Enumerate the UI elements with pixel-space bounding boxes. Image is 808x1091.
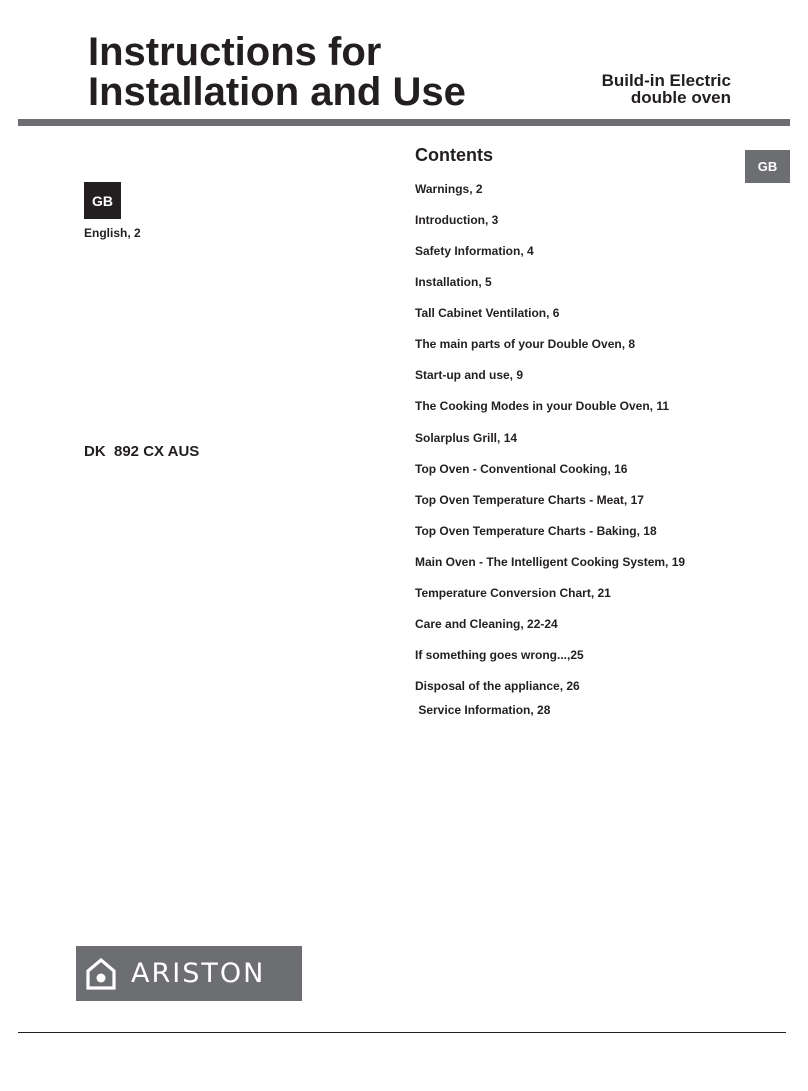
footer-divider	[18, 1032, 786, 1033]
toc-item-service-information[interactable]: Service Information, 28	[415, 703, 551, 717]
title-line-2: Installation and Use	[88, 70, 466, 114]
toc-item-intelligent-cooking[interactable]: Main Oven - The Intelligent Cooking System, 19	[415, 555, 686, 569]
document-title	[88, 32, 466, 112]
model-number: DK 892 CX AUS	[84, 443, 200, 460]
toc-item-warnings[interactable]: Warnings, 2	[415, 182, 483, 196]
header-divider	[18, 119, 790, 126]
toc-item-care-and-cleaning[interactable]: Care and Cleaning, 22-24	[415, 617, 558, 631]
product-subtitle	[602, 72, 731, 106]
toc-item-cooking-modes[interactable]: The Cooking Modes in your Double Oven, 11	[415, 399, 670, 413]
toc-item-installation[interactable]: Installation, 5	[415, 275, 492, 289]
toc-item-solarplus-grill[interactable]: Solarplus Grill, 14	[415, 431, 518, 445]
toc-item-conventional-cooking[interactable]: Top Oven - Conventional Cooking, 16	[415, 462, 628, 476]
toc-item-introduction[interactable]: Introduction, 3	[415, 213, 499, 227]
language-tab: GB	[745, 150, 790, 183]
title-line-1: Instructions for	[88, 30, 382, 74]
toc-item-start-up-and-use[interactable]: Start-up and use, 9	[415, 368, 524, 382]
house-icon	[86, 958, 116, 990]
toc-item-main-parts[interactable]: The main parts of your Double Oven, 8	[415, 337, 636, 351]
subtitle-line-2: double oven	[630, 88, 731, 107]
toc-item-safety-information[interactable]: Safety Information, 4	[415, 244, 534, 258]
toc-item-tall-cabinet-ventilation[interactable]: Tall Cabinet Ventilation, 6	[415, 306, 560, 320]
language-badge: GB	[84, 182, 121, 219]
ariston-logo	[76, 946, 302, 1001]
language-entry[interactable]: English, 2	[84, 226, 141, 240]
toc-item-disposal[interactable]: Disposal of the appliance, 26	[415, 679, 580, 693]
toc-item-temperature-conversion[interactable]: Temperature Conversion Chart, 21	[415, 586, 611, 600]
toc-item-charts-baking[interactable]: Top Oven Temperature Charts - Baking, 18	[415, 524, 657, 538]
contents-heading: Contents	[415, 145, 493, 165]
toc-item-charts-meat[interactable]: Top Oven Temperature Charts - Meat, 17	[415, 493, 644, 507]
brand-name: ARISTON	[131, 958, 266, 989]
subtitle-line-1: Build-in Electric	[601, 71, 731, 90]
toc-item-troubleshooting[interactable]: If something goes wrong...,25	[415, 648, 584, 662]
